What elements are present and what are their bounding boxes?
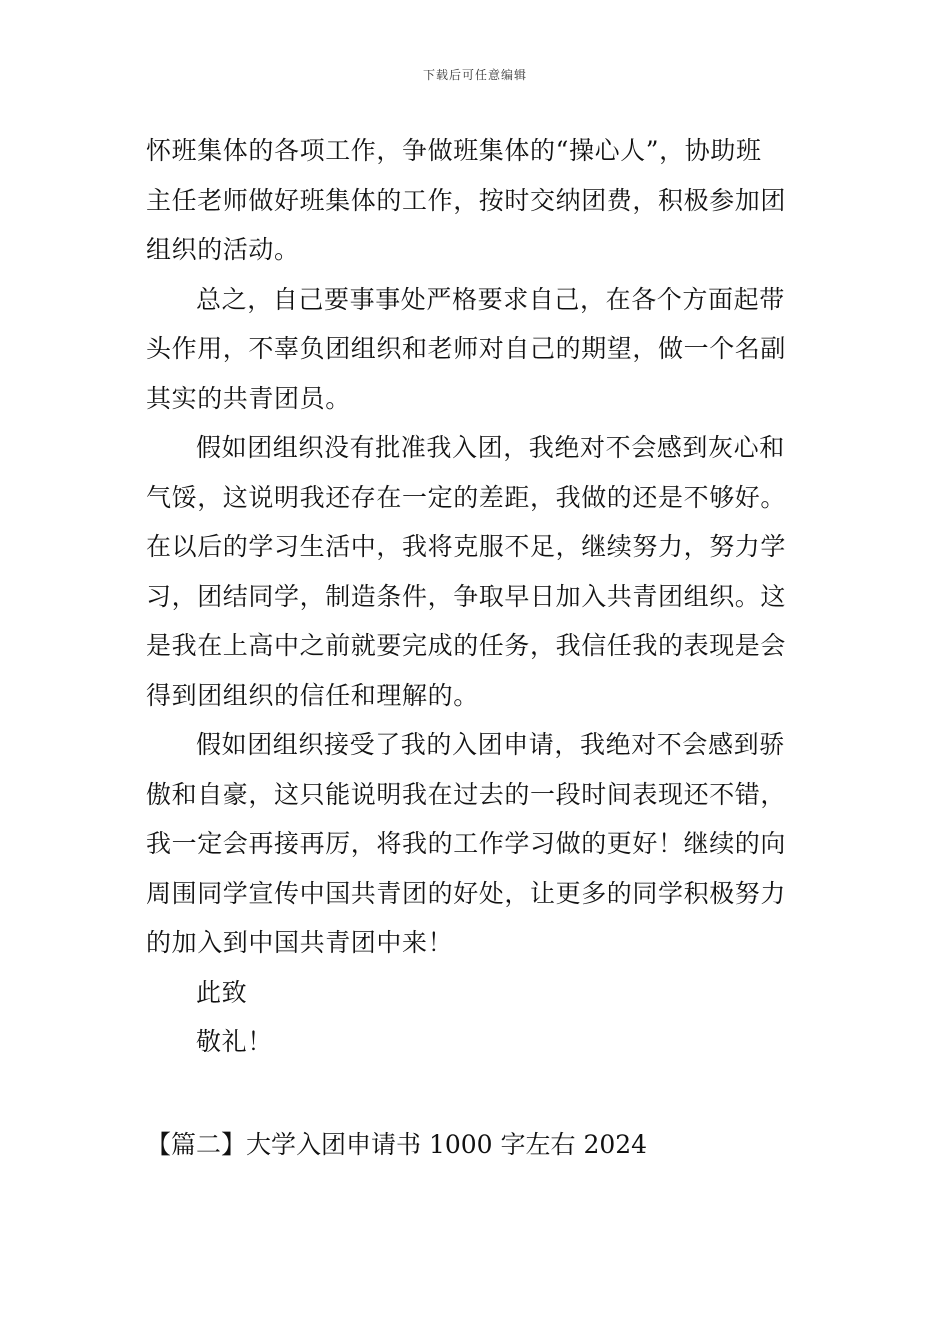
text-line: 的加入到中国共青团中来！: [146, 928, 454, 957]
text-line: 总之，自己要事事处严格要求自己，在各个方面起带: [196, 284, 785, 314]
text-line: 是我在上高中之前就要完成的任务，我信任我的表现是会: [146, 631, 787, 660]
section-heading: 【篇二】大学入团申请书 1000 字左右 2024: [146, 1130, 648, 1159]
text-line: 傲和自豪，这只能说明我在过去的一段时间表现还不错，: [146, 779, 787, 809]
text-line: 得到团组织的信任和理解的。: [146, 680, 479, 710]
text-line: 周围同学宣传中国共青团的好处，让更多的同学积极努力: [146, 878, 787, 908]
closing-salutation-line: 此致: [196, 977, 248, 1007]
text-line: 头作用，不辜负团组织和老师对自己的期望，做一个名副: [146, 334, 787, 363]
text-line: 习，团结同学，制造条件，争取早日加入共青团组织。这: [146, 581, 787, 611]
text-line: 假如团组织接受了我的入团申请，我绝对不会感到骄: [196, 730, 785, 759]
text-line: 我一定会再接再厉，将我的工作学习做的更好！继续的向: [146, 829, 787, 858]
text-line: 在以后的学习生活中，我将克服不足，继续努力，努力学: [146, 532, 787, 561]
text-line: 怀班集体的各项工作，争做班集体的“操心人”，协助班: [146, 136, 762, 165]
page-header-note: 下载后可任意编辑: [422, 68, 527, 82]
text-line: 其实的共青团员。: [146, 383, 351, 413]
letter-body: [146, 126, 808, 1067]
text-line: 组织的活动。: [146, 235, 300, 264]
closing-salutation-line: 敬礼！: [196, 1027, 273, 1056]
text-line: 主任老师做好班集体的工作，按时交纳团费，积极参加团: [146, 185, 787, 215]
text-line: 假如团组织没有批准我入团，我绝对不会感到灰心和: [196, 433, 785, 462]
text-line: 气馁，这说明我还存在一定的差距，我做的还是不够好。: [146, 482, 787, 512]
